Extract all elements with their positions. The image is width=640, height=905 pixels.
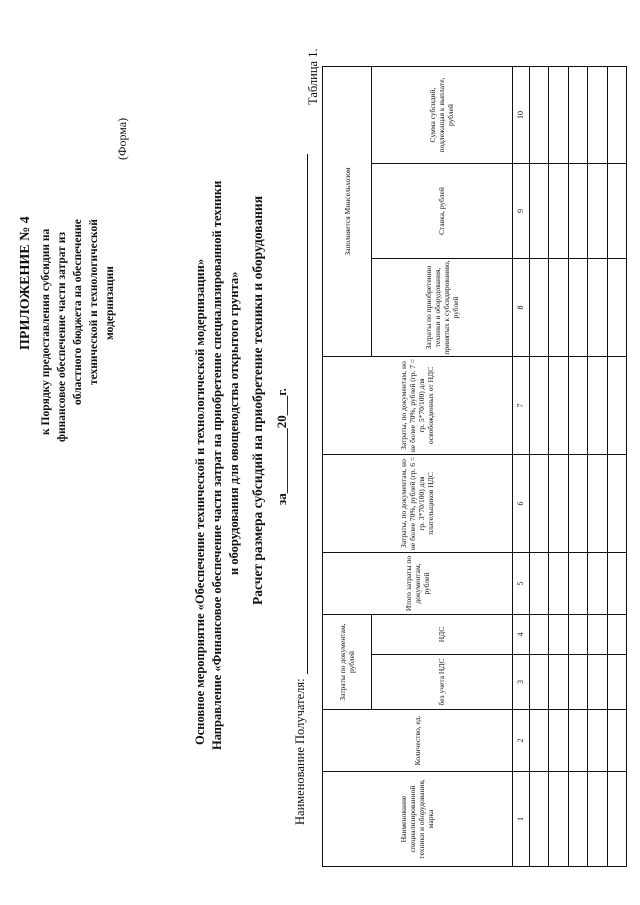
col-num-6: 6 — [512, 455, 529, 553]
table-cell[interactable] — [529, 357, 548, 455]
calc-period: за__________20___г. — [274, 388, 289, 505]
col-num-3: 3 — [512, 655, 529, 710]
col-num-5: 5 — [512, 553, 529, 615]
header-row-1 — [323, 67, 372, 867]
calc-title: Расчет размера субсидий на приобретение техники и оборудования — [250, 195, 265, 605]
appendix-line-3: областного бюджета на обеспечение — [72, 219, 84, 405]
col-num-8: 8 — [512, 259, 529, 357]
table-label: Таблица 1. — [306, 48, 320, 105]
table-cell[interactable] — [588, 655, 607, 710]
appendix-line-5: модернизации — [104, 266, 116, 340]
table-cell[interactable] — [607, 455, 626, 553]
appendix-line-1: к Порядку предоставления субсидии на — [40, 228, 52, 435]
table-cell[interactable] — [607, 655, 626, 710]
header-vat-exempt: Затраты, по документам, но не более 70%, рублей (гр. 7 = гр. 5*70/100) для освобожденных от НДС — [323, 357, 513, 455]
table-cell[interactable] — [568, 259, 587, 357]
table-cell[interactable] — [607, 357, 626, 455]
table-cell[interactable] — [588, 772, 607, 867]
table-cell[interactable] — [607, 772, 626, 867]
table-cell[interactable] — [529, 655, 548, 710]
recipient-underline — [307, 154, 308, 674]
col-num-1: 1 — [512, 772, 529, 867]
table-cell[interactable] — [549, 259, 568, 357]
table-cell[interactable] — [549, 357, 568, 455]
header-accepted: Затраты по приобретению техники и оборудования, принятых к субсидированию, рублей — [372, 259, 513, 357]
table-cell[interactable] — [549, 655, 568, 710]
appendix-line-2: финансовое обеспечение части затрат из — [56, 232, 68, 442]
recipient-label: Наименование Получателя: — [293, 678, 307, 825]
table-row — [549, 67, 568, 867]
table-cell[interactable] — [549, 615, 568, 655]
col-num-9: 9 — [512, 164, 529, 259]
table-cell[interactable] — [568, 655, 587, 710]
meropriyatie-line-2: Направление «Финансовое обеспечение части затрат на приобретение специализированной техники — [210, 180, 224, 750]
table-cell[interactable] — [529, 455, 548, 553]
table-cell[interactable] — [549, 455, 568, 553]
table-cell[interactable] — [549, 67, 568, 164]
header-cost-group: Затраты по документам, рублей — [323, 615, 372, 710]
appendix-title: ПРИЛОЖЕНИЕ № 4 — [18, 216, 33, 350]
form-label: (Форма) — [115, 117, 129, 160]
table-cell[interactable] — [568, 357, 587, 455]
table-cell[interactable] — [549, 772, 568, 867]
col-num-10: 10 — [512, 67, 529, 164]
table-cell[interactable] — [607, 67, 626, 164]
table-cell[interactable] — [607, 164, 626, 259]
table-row — [588, 67, 607, 867]
header-vat-payers: Затраты, по документам, но не более 70%, рублей (гр. 6 = гр. 3*70/100) для плательщиков НДС — [323, 455, 513, 553]
table-cell[interactable] — [529, 67, 548, 164]
table-cell[interactable] — [568, 553, 587, 615]
table-cell[interactable] — [588, 455, 607, 553]
table-cell[interactable] — [588, 259, 607, 357]
header-cost-vat: НДС — [372, 615, 513, 655]
table-cell[interactable] — [607, 615, 626, 655]
table-cell[interactable] — [607, 553, 626, 615]
table-cell[interactable] — [588, 357, 607, 455]
table-cell[interactable] — [588, 164, 607, 259]
header-cost-no-vat: без учета НДС — [372, 655, 513, 710]
table-cell[interactable] — [568, 455, 587, 553]
col-num-2: 2 — [512, 710, 529, 772]
subsidy-table — [322, 66, 627, 867]
table-cell[interactable] — [529, 710, 548, 772]
table-cell[interactable] — [588, 615, 607, 655]
table-cell[interactable] — [588, 553, 607, 615]
meropriyatie-line-1: Основное мероприятие «Обеспечение технической и технологической модернизации» — [193, 258, 207, 745]
table-cell[interactable] — [529, 259, 548, 357]
table-row — [529, 67, 548, 867]
header-total: Итого затраты по документам, рублей — [323, 553, 513, 615]
header-amount: Сумма субсидий, подлежащая к выплате, рублей — [372, 67, 513, 164]
table-cell[interactable] — [549, 164, 568, 259]
table-row — [607, 67, 626, 867]
col-num-7: 7 — [512, 357, 529, 455]
table-cell[interactable] — [588, 67, 607, 164]
table-cell[interactable] — [568, 67, 587, 164]
header-minselhoz: Заполняется Минсельхозом — [323, 67, 372, 357]
table-cell[interactable] — [568, 710, 587, 772]
table-cell[interactable] — [529, 164, 548, 259]
table-cell[interactable] — [529, 553, 548, 615]
table-cell[interactable] — [607, 710, 626, 772]
table-cell[interactable] — [529, 615, 548, 655]
appendix-line-4: технической и технологической — [88, 219, 100, 385]
table-cell[interactable] — [549, 553, 568, 615]
table-cell[interactable] — [529, 772, 548, 867]
table-row — [568, 67, 587, 867]
table-cell[interactable] — [549, 710, 568, 772]
header-name: Наименование специализированной техники и оборудования, марка — [323, 772, 513, 867]
column-numbers-row — [512, 67, 529, 867]
table-cell[interactable] — [568, 164, 587, 259]
table-cell[interactable] — [588, 710, 607, 772]
table-cell[interactable] — [568, 615, 587, 655]
recipient-field — [293, 154, 308, 825]
meropriyatie-line-3: и оборудования для овощеводства открытого грунта» — [227, 271, 241, 575]
header-qty: Количество, ед. — [323, 710, 513, 772]
col-num-4: 4 — [512, 615, 529, 655]
header-rate: Ставка, рублей — [372, 164, 513, 259]
table-cell[interactable] — [607, 259, 626, 357]
table-cell[interactable] — [568, 772, 587, 867]
